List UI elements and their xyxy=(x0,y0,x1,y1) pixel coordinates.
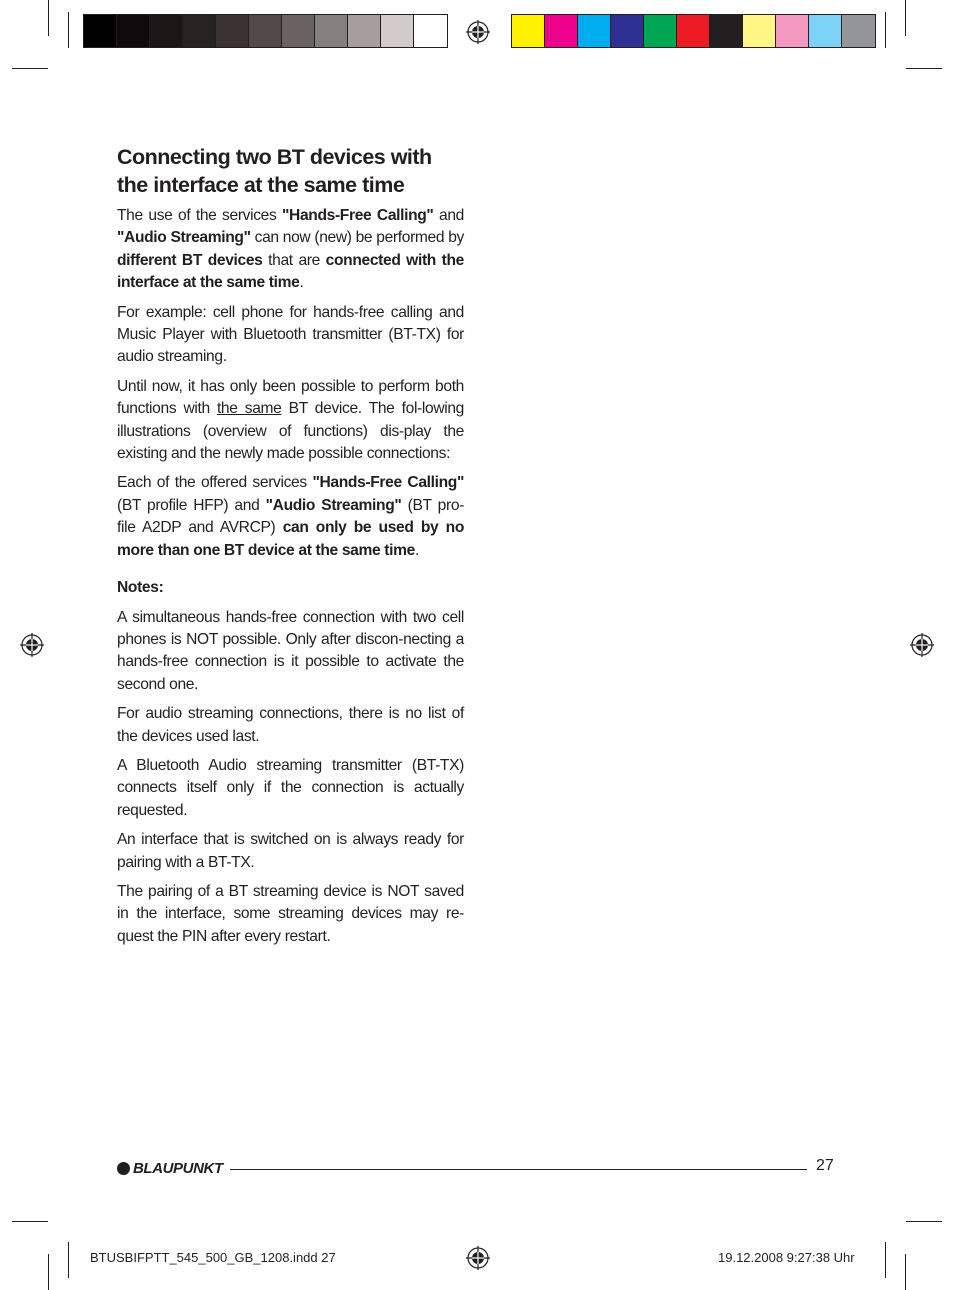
page-number: 27 xyxy=(816,1157,834,1174)
registration-mark-icon xyxy=(466,1246,490,1270)
crop-mark xyxy=(906,1221,942,1222)
brand-name: BLAUPUNKT xyxy=(133,1160,223,1177)
color-swatch xyxy=(743,15,776,47)
slug-datetime: 19.12.2008 9:27:38 Uhr xyxy=(718,1250,855,1265)
intro-paragraph: The use of the services "Hands-Free Calling" and "Audio Streaming" can now (new) be performed by different BT devices that are connected with the interface at the same time. xyxy=(117,207,465,292)
history-paragraph: Until now, it has only been possible to perform both functions with the same BT device. The fol-lowing illustrations (overview of functions) dis-play the existing and the newly made possible connections: xyxy=(117,377,465,463)
color-swatch xyxy=(710,15,743,47)
color-swatch xyxy=(117,15,150,47)
color-swatch xyxy=(282,15,315,47)
notes-heading: Notes: xyxy=(117,579,164,597)
services-paragraph: Each of the offered services "Hands-Free Calling" (BT profile HFP) and "Audio Streaming" (BT pro-file A2DP and AVRCP) can only be used by no more than one BT device at the same time. xyxy=(117,474,464,559)
crop-mark xyxy=(885,1242,886,1278)
crop-mark xyxy=(48,1254,49,1290)
crop-mark xyxy=(12,1221,48,1222)
registration-mark-icon xyxy=(910,633,934,657)
color-swatch xyxy=(809,15,842,47)
article-title: Connecting two BT devices with the interface at the same time xyxy=(117,145,432,197)
color-swatch xyxy=(216,15,249,47)
color-swatch xyxy=(512,15,545,47)
color-swatch xyxy=(348,15,381,47)
color-swatch xyxy=(644,15,677,47)
note-paragraph: An interface that is switched on is always ready for pairing with a BT-TX. xyxy=(117,831,464,871)
color-swatch xyxy=(150,15,183,47)
note-paragraph: A simultaneous hands-free connection with two cell phones is NOT possible. Only after discon-necting a hands-free connection is it possible to activate the second one. xyxy=(117,608,464,693)
color-swatch xyxy=(776,15,809,47)
slug-filename: BTUSBIFPTT_545_500_GB_1208.indd 27 xyxy=(90,1250,336,1265)
crop-mark xyxy=(68,12,69,48)
color-swatch xyxy=(842,15,875,47)
color-swatch xyxy=(545,15,578,47)
color-swatch xyxy=(183,15,216,47)
crop-mark xyxy=(905,1254,906,1290)
color-swatch xyxy=(381,15,414,47)
process-color-bar xyxy=(511,14,876,48)
note-paragraph: For audio streaming connections, there is no list of the devices used last. xyxy=(117,705,464,745)
article-column xyxy=(117,143,464,955)
crop-mark xyxy=(68,1242,69,1278)
color-swatch xyxy=(84,15,117,47)
crop-mark xyxy=(48,0,49,36)
color-swatch xyxy=(249,15,282,47)
color-swatch xyxy=(414,15,447,47)
brand-logo xyxy=(117,1160,223,1177)
note-paragraph: A Bluetooth Audio streaming transmitter (BT-TX) connects itself only if the connection is actually requested. xyxy=(117,756,464,819)
example-paragraph: For example: cell phone for hands-free calling and Music Player with Bluetooth transmitter (BT-TX) for audio streaming. xyxy=(117,303,464,366)
color-swatch xyxy=(677,15,710,47)
crop-mark xyxy=(905,0,906,36)
footer-rule xyxy=(230,1169,807,1170)
crop-mark xyxy=(885,12,886,48)
brand-dot-icon xyxy=(117,1162,130,1175)
registration-mark-icon xyxy=(466,20,490,44)
color-swatch xyxy=(315,15,348,47)
crop-mark xyxy=(12,68,48,69)
color-swatch xyxy=(578,15,611,47)
note-paragraph: The pairing of a BT streaming device is NOT saved in the interface, some streaming devices may re-quest the PIN after every restart. xyxy=(117,882,464,945)
color-swatch xyxy=(611,15,644,47)
registration-mark-icon xyxy=(20,633,44,657)
grayscale-color-bar xyxy=(83,14,448,48)
crop-mark xyxy=(906,68,942,69)
